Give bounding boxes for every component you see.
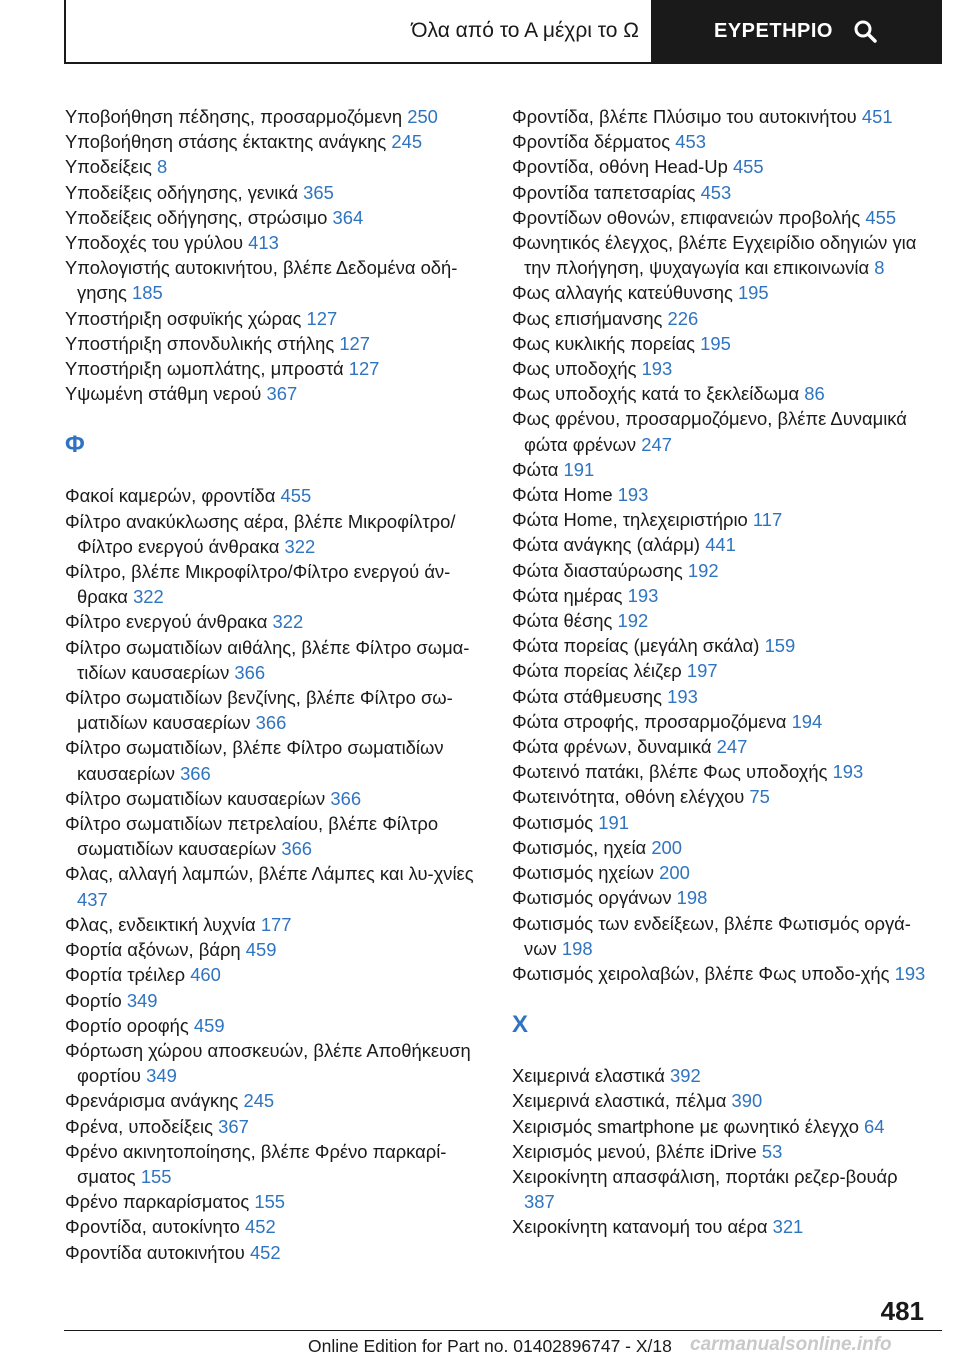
page-reference-link[interactable]: 198 [561,937,593,959]
page-reference-link[interactable]: 193 [641,358,673,380]
index-entry-text: Φώτα στάθμευσης [512,685,663,707]
page-reference-link[interactable]: 455 [280,485,312,507]
index-entry [512,532,932,557]
index-entry-text: Υποδείξεις οδήγησης, στρώσιμο [65,206,328,228]
page-reference-link[interactable]: 367 [218,1115,249,1137]
index-entry [512,885,932,910]
footer-divider [64,1330,942,1331]
index-entry [65,1038,485,1088]
page-reference-link[interactable]: 387 [524,1191,555,1213]
page-reference-link[interactable]: 247 [716,736,748,758]
page-reference-link[interactable]: 455 [865,206,897,228]
section-letter-phi: Φ [65,431,85,459]
index-entry-text: Φίλτρο ενεργού άνθρακα [65,611,268,633]
index-entry [65,381,485,406]
index-entry-text: Χειμερινά ελαστικά [512,1065,665,1087]
index-entry-text: Φως αλλαγής κατεύθυνσης [512,282,733,304]
page-reference-link[interactable]: 127 [306,307,338,329]
index-entry [65,104,485,129]
page-reference-link[interactable]: 364 [332,206,364,228]
page-reference-link[interactable]: 451 [861,106,893,127]
entry-group-chi [512,1063,932,1239]
index-entry [512,154,932,179]
page-reference-link[interactable]: 453 [700,181,732,203]
index-entry [65,356,485,381]
index-column-left [65,104,485,1265]
page-reference-link[interactable]: 453 [675,131,706,153]
index-entry-text: Φρένο παρκαρίσματος [65,1191,250,1213]
index-entry-text: Φώτα φρένων, δυναμικά [512,736,712,758]
index-entry-text: Φίλτρο σωματιδίων αιθάλης, βλέπε Φίλτρο σωμα-τιδίων καυσαερίων [65,636,470,683]
page-reference-link[interactable]: 193 [894,962,926,984]
page-reference-link[interactable]: 322 [284,535,316,557]
watermark-logo: carmanualsonline.info [690,1334,892,1355]
page-reference-link[interactable]: 195 [700,332,731,354]
index-entry-text: Φροντίδα, οθόνη Head-Up [512,156,728,178]
index-entry-text: Φως κυκλικής πορείας [512,332,696,354]
index-entry [65,735,485,785]
page-reference-link[interactable]: 198 [676,887,708,909]
index-entry [65,635,485,685]
index-tab-label: ΕΥΡΕΤΗΡΙΟ [714,19,833,42]
index-entry-text: Φως επισήμανσης [512,307,663,329]
index-entry [512,810,932,835]
index-entry [512,1139,932,1164]
entry-group-phi [65,483,485,1264]
page-reference-link[interactable]: 392 [670,1065,701,1087]
index-entry-text: Υποστήριξη ωμοπλάτης, μπροστά [65,358,344,380]
index-entry-text: Υποδείξεις οδήγησης, γενικά [65,181,298,203]
page-reference-link[interactable]: 193 [617,484,649,506]
page-reference-link[interactable]: 366 [255,712,287,734]
index-entry [65,1114,485,1139]
index-entry-text: Φορτία τρέιλερ [65,964,186,986]
index-entry [65,811,485,861]
index-entry [65,1189,485,1214]
index-entry [65,1013,485,1038]
index-entry [65,988,485,1013]
page-reference-link[interactable]: 191 [598,811,629,833]
page-reference-link[interactable]: 155 [140,1165,172,1187]
page-reference-link[interactable]: 185 [132,282,163,304]
index-entry-text: Φώτα Home, τηλεχειριστήριο [512,509,748,531]
page-reference-link[interactable]: 366 [180,762,211,784]
index-entry [65,861,485,911]
index-entry [512,558,932,583]
page-reference-link[interactable]: 366 [281,838,313,860]
page-reference-link[interactable]: 349 [146,1065,177,1087]
index-entry-text: Φωτισμός, ηχεία [512,836,647,858]
index-entry-text: Υπολογιστής αυτοκινήτου, βλέπε Δεδομένα οδή-γησης [65,257,458,304]
page-reference-link[interactable]: 75 [749,786,770,808]
index-entry [512,180,932,205]
page-reference-link[interactable]: 192 [617,610,649,632]
index-entry [512,1164,932,1214]
index-entry [512,1088,932,1113]
index-entry [65,1088,485,1113]
page-reference-link[interactable]: 197 [686,660,718,682]
page-reference-link[interactable]: 200 [659,862,690,884]
index-entry-text: Φίλτρο σωματιδίων, βλέπε Φίλτρο σωματιδίων καυσαερίων [65,737,444,784]
index-entry-text: Φόρτωση χώρου αποσκευών, βλέπε Αποθήκευση φορτίου [65,1039,471,1087]
page-reference-link[interactable]: 86 [804,383,825,405]
index-entry [65,559,485,609]
page-header [64,0,942,64]
index-entry-text: Φώτα στροφής, προσαρμοζόμενα [512,710,787,732]
page-reference-link[interactable]: 247 [641,433,672,455]
index-entry-text: Φως υποδοχής κατά το ξεκλείδωμα [512,383,800,405]
index-entry-text: Φωτεινό πατάκι, βλέπε Φως υποδοχής [512,761,828,783]
index-entry [512,457,932,482]
index-entry [512,205,932,230]
index-entry [65,962,485,987]
index-entry-text: Φρένο ακινητοποίησης, βλέπε Φρένο παρκαρί-σματος [65,1140,447,1187]
index-entry-text: Υποστήριξη σπονδυλικής στήλης [65,332,335,354]
index-entry [512,860,932,885]
page-reference-link[interactable]: 117 [752,509,783,531]
page-reference-link[interactable]: 193 [832,761,864,783]
page-reference-link[interactable]: 245 [243,1090,275,1112]
index-entry [65,205,485,230]
index-entry-text: Φώτα διασταύρωσης [512,559,683,581]
index-entry-text: Φωτισμός [512,811,594,833]
index-entry-text: Φωτεινότητα, οθόνη ελέγχου [512,786,745,808]
index-entry [512,911,932,961]
index-entry-text: Φωτισμός χειρολαβών, βλέπε Φως υποδο-χής [512,962,890,984]
index-entry [512,835,932,860]
index-entry [512,406,932,456]
index-entry-text: Υποδοχές του γρύλου [65,232,244,254]
index-entry-text: Φίλτρο σωματιδίων καυσαερίων [65,787,326,809]
index-entry [512,230,932,280]
page-reference-link[interactable]: 322 [133,586,164,608]
index-entry [512,784,932,809]
index-entry [512,104,932,129]
index-entry-text: Φωνητικός έλεγχος, βλέπε Εγχειρίδιο οδηγιών για την πλοήγηση, ψυχαγωγία και επικοινωνία [512,232,917,279]
index-entry-text: Φροντίδα, βλέπε Πλύσιμο του αυτοκινήτου [512,106,857,127]
index-entry-text: Χειρισμός μενού, βλέπε iDrive [512,1140,757,1162]
index-entry-text: Υποδείξεις [65,156,152,178]
index-entry [512,306,932,331]
index-entry-text: Φώτα ανάγκης (αλάρμ) [512,534,701,556]
breadcrumb[interactable] [66,0,651,62]
index-entry [65,180,485,205]
index-entry [65,1240,485,1265]
page-reference-link[interactable]: 159 [764,635,796,657]
index-entry-text: Χειροκίνητη απασφάλιση, πορτάκι ρεζερ-βουάρ [512,1165,898,1187]
page-reference-link[interactable]: 413 [248,232,279,254]
index-entry-text: Φώτα [512,458,559,480]
index-entry-text: Υψωμένη στάθμη νερού [65,383,262,405]
index-entry [512,280,932,305]
index-entry [65,483,485,508]
page-reference-link[interactable]: 195 [737,282,769,304]
index-entry-text: Φροντίδα ταπετσαρίας [512,181,696,203]
page-reference-link[interactable]: 200 [651,836,682,858]
page-reference-link[interactable]: 127 [339,332,370,354]
index-entry [512,583,932,608]
index-entry-text: Φρένα, υποδείξεις [65,1115,213,1137]
index-entry-text: Χειροκίνητη κατανομή του αέρα [512,1216,768,1238]
index-entry-text: Φροντίδα, αυτοκίνητο [65,1216,240,1238]
index-entry [512,1214,932,1239]
index-entry-text: Φώτα Home [512,484,613,506]
index-entry-text: Φως φρένου, προσαρμοζόμενο, βλέπε Δυναμικά φώτα φρένων [512,408,907,455]
index-entry-text: Υποβοήθηση στάσης έκτακτης ανάγκης [65,131,387,153]
page-reference-link[interactable]: 366 [234,661,266,683]
index-entry [512,482,932,507]
index-entry-text: Φροντίδα αυτοκινήτου [65,1241,245,1263]
index-entry-text: Φως υποδοχής [512,358,637,380]
index-entry [65,255,485,305]
index-entry-text: Φορτία αξόνων, βάρη [65,939,241,961]
index-entry-text: Φώτα θέσης [512,610,613,632]
index-entry-text: Φίλτρο σωματιδίων βενζίνης, βλέπε Φίλτρο σω-ματιδίων καυσαερίων [65,687,453,734]
page-reference-link[interactable]: 155 [254,1191,286,1213]
index-entry [65,154,485,179]
index-entry-text: Φλας, αλλαγή λαμπών, βλέπε Λάμπες και λυ-χνίες [65,863,474,885]
index-entry [65,230,485,255]
index-entry [512,734,932,759]
index-entry-text: Χειμερινά ελαστικά, πέλμα [512,1090,727,1112]
index-entry-text: Φώτα πορείας (μεγάλη σκάλα) [512,635,760,657]
page-reference-link[interactable]: 390 [731,1090,763,1112]
index-entry [512,507,932,532]
page-number: 481 [880,1296,924,1326]
page-reference-link[interactable]: 177 [260,913,292,935]
index-entry [512,356,932,381]
index-entry [512,684,932,709]
page-reference-link[interactable]: 441 [705,534,736,556]
index-entry-text: Φώτα πορείας λέιζερ [512,660,682,682]
index-entry [65,331,485,356]
index-entry [65,786,485,811]
page-reference-link[interactable]: 459 [245,939,277,961]
index-entry [65,912,485,937]
index-entry [512,759,932,784]
page-reference-link[interactable]: 194 [791,710,823,732]
entry-group-phi-continued [512,104,932,986]
breadcrumb-label: Όλα από το Α μέχρι το Ω [411,19,639,42]
index-entry [65,685,485,735]
index-column-right [512,104,932,1240]
index-entry-text: Φορτίο [65,989,122,1011]
page-reference-link[interactable]: 127 [348,358,380,380]
page-reference-link[interactable]: 366 [330,787,362,809]
index-entry [512,1114,932,1139]
section-letter-chi: Χ [512,1011,529,1039]
index-entry [65,1139,485,1189]
page-reference-link[interactable]: 452 [249,1241,281,1263]
index-entry-text: Φρενάρισμα ανάγκης [65,1090,239,1112]
index-entry [512,608,932,633]
page-reference-link[interactable]: 226 [667,307,699,329]
index-entry-text: Φωτισμός οργάνων [512,887,672,909]
index-entry-text: Φροντίδων οθονών, επιφανειών προβολής [512,206,861,228]
index-entry-text: Υποστήριξη οσφυϊκής χώρας [65,307,302,329]
page-reference-link[interactable]: 245 [391,131,423,153]
page-reference-link[interactable]: 322 [272,611,304,633]
index-entry-text: Φίλτρο σωματιδίων πετρελαίου, βλέπε Φίλτρο σωματιδίων καυσαερίων [65,813,439,860]
page-reference-link[interactable]: 64 [864,1115,885,1137]
index-entry-text: Φροντίδα δέρματος [512,131,671,153]
entry-group-upsilon [65,104,485,406]
page-reference-link[interactable]: 8 [156,156,168,178]
page-reference-link[interactable]: 460 [190,964,221,986]
index-entry-text: Φωτισμός ηχείων [512,862,654,884]
index-entry [512,331,932,356]
index-entry [512,961,932,986]
index-entry [512,129,932,154]
index-entry [65,609,485,634]
page-reference-link[interactable]: 53 [761,1140,783,1162]
page-reference-link[interactable]: 191 [563,458,595,480]
page-reference-link[interactable]: 367 [266,383,298,405]
page-reference-link[interactable]: 250 [407,106,438,127]
index-entry [512,633,932,658]
index-entry [512,381,932,406]
index-entry-text: Φίλτρο ανακύκλωσης αέρα, βλέπε Μικροφίλτρο/ Φίλτρο ενεργού άνθρακα [65,510,456,557]
index-entry [65,509,485,559]
page-reference-link[interactable]: 192 [687,559,719,581]
index-entry [65,937,485,962]
index-entry-text: Υποβοήθηση πέδησης, προσαρμοζόμενη [65,106,403,127]
page-reference-link[interactable]: 455 [732,156,764,178]
page-reference-link[interactable]: 8 [874,257,885,279]
page-reference-link[interactable]: 459 [193,1014,225,1036]
index-entry [512,709,932,734]
index-entry-text: Φωτισμός των ενδείξεων, βλέπε Φωτισμός οργά-νων [512,912,911,959]
index-entry-text: Φορτίο οροφής [65,1014,189,1036]
index-entry [65,306,485,331]
edition-note: Online Edition for Part no. 01402896747 - X/18 [308,1336,672,1356]
index-entry [65,129,485,154]
index-entry [512,1063,932,1088]
index-entry-text: Φλας, ενδεικτική λυχνία [65,913,256,935]
page-reference-link[interactable]: 437 [77,888,108,910]
index-entry-text: Χειρισμός smartphone με φωνητικό έλεγχο [512,1115,859,1137]
page-reference-link[interactable]: 452 [244,1216,276,1238]
index-entry [512,658,932,683]
page-reference-link[interactable]: 321 [772,1216,804,1238]
index-entry-text: Φίλτρο, βλέπε Μικροφίλτρο/Φίλτρο ενεργού άν-θρακα [65,561,451,608]
page-reference-link[interactable]: 349 [126,989,158,1011]
page-reference-link[interactable]: 193 [667,685,698,707]
page-reference-link[interactable]: 193 [627,584,659,606]
index-entry-text: Φώτα ημέρας [512,584,623,606]
index-tab[interactable] [651,0,940,62]
index-entry [65,1214,485,1239]
search-icon[interactable] [853,19,877,43]
index-entry-text: Φακοί καμερών, φροντίδα [65,485,276,507]
page-reference-link[interactable]: 365 [303,181,334,203]
